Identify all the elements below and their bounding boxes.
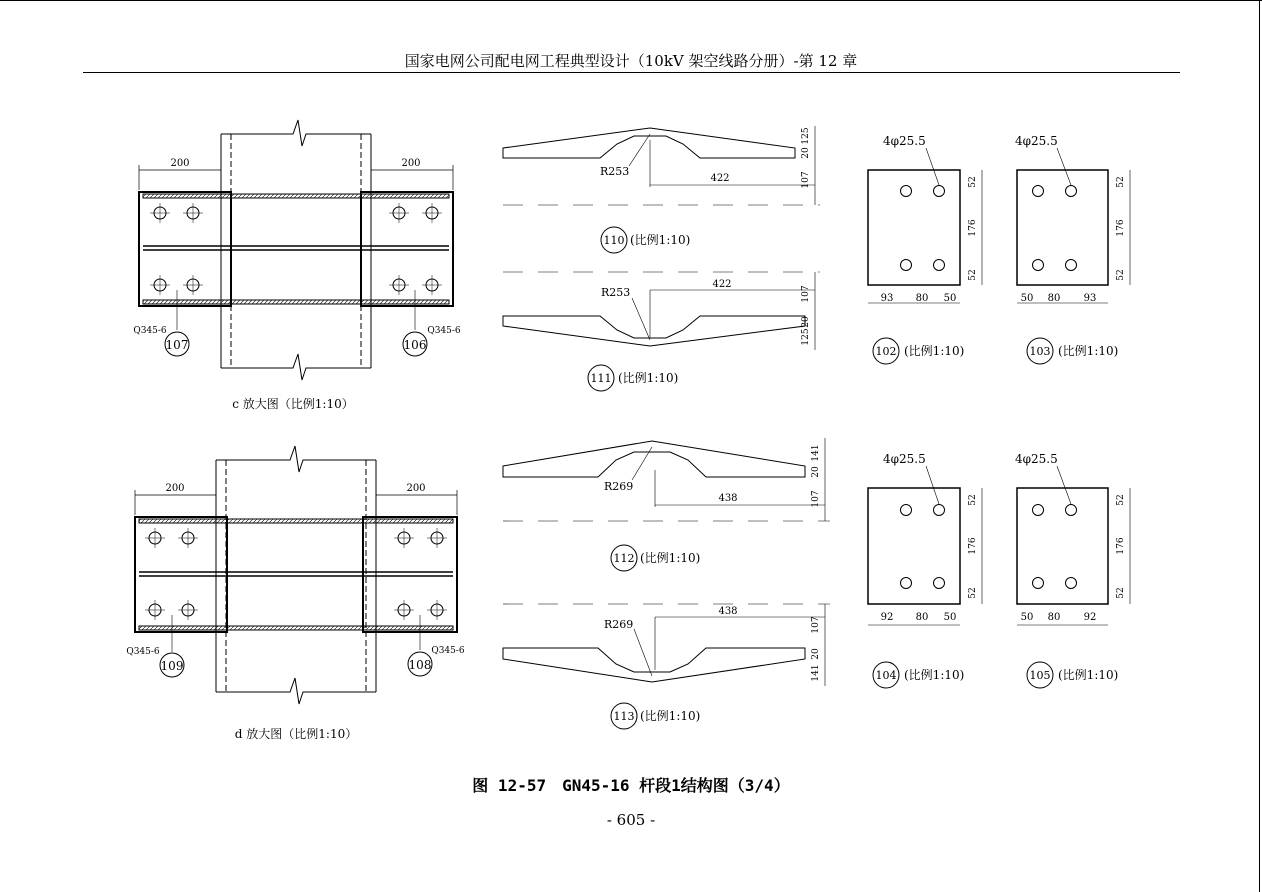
part-id-103: 103 <box>1029 345 1051 358</box>
dim-102-h3: 50 <box>943 293 957 304</box>
bolt-hole <box>427 528 447 548</box>
part-id-102: 102 <box>875 345 897 358</box>
bolt-hole <box>178 600 198 620</box>
scale-103: (比例1:10) <box>1058 344 1119 358</box>
dim-113-a: 141 <box>811 664 821 682</box>
bolt-hole <box>389 275 409 295</box>
dim-103-h2: 80 <box>1047 293 1061 304</box>
dim-113-b: 20 <box>811 648 821 660</box>
dim-104-v3: 52 <box>968 587 978 599</box>
material-right-d: Q345-6 <box>431 646 465 656</box>
length-113: 438 <box>718 606 738 617</box>
bolt-hole <box>150 203 170 223</box>
dim-102-v1: 52 <box>968 176 978 188</box>
dim-105-h3: 92 <box>1083 612 1097 623</box>
page-number: - 605 - <box>606 811 656 829</box>
dim-103-v3: 52 <box>1116 269 1126 281</box>
bolt-hole <box>394 600 414 620</box>
dim-104-v1: 52 <box>968 494 978 506</box>
plate-105 <box>1017 466 1130 688</box>
part-id-110: 110 <box>603 234 625 247</box>
bolt-hole <box>183 203 203 223</box>
dim-right-c: 200 <box>401 158 421 169</box>
scale-113: (比例1:10) <box>640 709 701 723</box>
dim-111-a: 125 <box>801 328 811 346</box>
scale-110: (比例1:10) <box>630 233 691 247</box>
dim-left-c: 200 <box>170 158 190 169</box>
dim-105-h1: 50 <box>1020 612 1034 623</box>
part-label-106: 106 <box>403 338 427 352</box>
bolt-hole <box>150 275 170 295</box>
dim-104-v2: 176 <box>968 537 978 555</box>
scale-105: (比例1:10) <box>1058 668 1119 682</box>
bolt-hole <box>422 203 442 223</box>
holes-104: 4φ25.5 <box>883 452 926 466</box>
dim-110-b: 20 <box>801 147 811 159</box>
part-id-104: 104 <box>875 669 897 682</box>
dim-112-b: 20 <box>811 466 821 478</box>
dim-104-h1: 92 <box>880 612 894 623</box>
part-id-113: 113 <box>613 710 635 723</box>
radius-112: R269 <box>604 480 634 493</box>
scale-104: (比例1:10) <box>904 668 965 682</box>
plate-104 <box>868 466 982 688</box>
part-id-112: 112 <box>613 552 635 565</box>
length-111: 422 <box>712 279 732 290</box>
dim-110-c: 107 <box>801 171 811 189</box>
material-left-d: Q345-6 <box>126 647 160 657</box>
dim-102-h2: 80 <box>915 293 929 304</box>
dim-105-h2: 80 <box>1047 612 1061 623</box>
dim-103-v2: 176 <box>1116 219 1126 237</box>
bolt-hole <box>178 528 198 548</box>
scale-102: (比例1:10) <box>904 344 965 358</box>
holes-105: 4φ25.5 <box>1015 452 1058 466</box>
view-title-c: c 放大图（比例1:10） <box>232 397 354 411</box>
part-id-105: 105 <box>1029 669 1051 682</box>
part-id-111: 111 <box>590 372 612 385</box>
part-label-109: 109 <box>160 659 184 673</box>
dim-105-v1: 52 <box>1116 494 1126 506</box>
dim-right-d: 200 <box>406 483 426 494</box>
dim-103-h1: 50 <box>1020 293 1034 304</box>
dim-103-v1: 52 <box>1116 176 1126 188</box>
view-title-d: d 放大图（比例1:10） <box>234 727 358 741</box>
plate-102 <box>868 148 982 364</box>
dim-105-v2: 176 <box>1116 537 1126 555</box>
length-112: 438 <box>718 493 738 504</box>
holes-102: 4φ25.5 <box>883 134 926 148</box>
bolt-hole <box>145 528 165 548</box>
radius-111: R253 <box>601 286 631 299</box>
dim-104-h2: 80 <box>915 612 929 623</box>
dim-112-a: 141 <box>811 444 821 462</box>
dim-104-h3: 50 <box>943 612 957 623</box>
length-110: 422 <box>710 173 730 184</box>
dim-102-v3: 52 <box>968 269 978 281</box>
bolt-hole <box>145 600 165 620</box>
scale-111: (比例1:10) <box>618 371 679 385</box>
part-label-107: 107 <box>165 338 189 352</box>
figure-caption: 图 12-57 GN45-16 杆段1结构图（3/4） <box>472 776 790 795</box>
dim-left-d: 200 <box>165 483 185 494</box>
radius-113: R269 <box>604 618 634 631</box>
dim-110-a: 125 <box>801 127 811 145</box>
material-left-c: Q345-6 <box>133 326 167 336</box>
dim-111-c: 107 <box>801 285 811 303</box>
page-header-title: 国家电网公司配电网工程典型设计（10kV 架空线路分册）-第 12 章 <box>404 52 858 70</box>
scale-112: (比例1:10) <box>640 551 701 565</box>
material-right-c: Q345-6 <box>427 326 461 336</box>
bolt-hole <box>427 600 447 620</box>
dim-102-v2: 176 <box>968 219 978 237</box>
bolt-hole <box>183 275 203 295</box>
bolt-hole <box>394 528 414 548</box>
dim-105-v3: 52 <box>1116 587 1126 599</box>
radius-110: R253 <box>600 165 630 178</box>
dim-103-h3: 93 <box>1083 293 1097 304</box>
bolt-hole <box>422 275 442 295</box>
plate-103 <box>1017 148 1130 364</box>
dim-112-c: 107 <box>811 490 821 508</box>
part-label-108: 108 <box>408 658 432 672</box>
bolt-hole <box>389 203 409 223</box>
dim-111-b: 20 <box>801 316 811 328</box>
dim-102-h1: 93 <box>880 293 894 304</box>
dim-113-c: 107 <box>811 616 821 634</box>
holes-103: 4φ25.5 <box>1015 134 1058 148</box>
